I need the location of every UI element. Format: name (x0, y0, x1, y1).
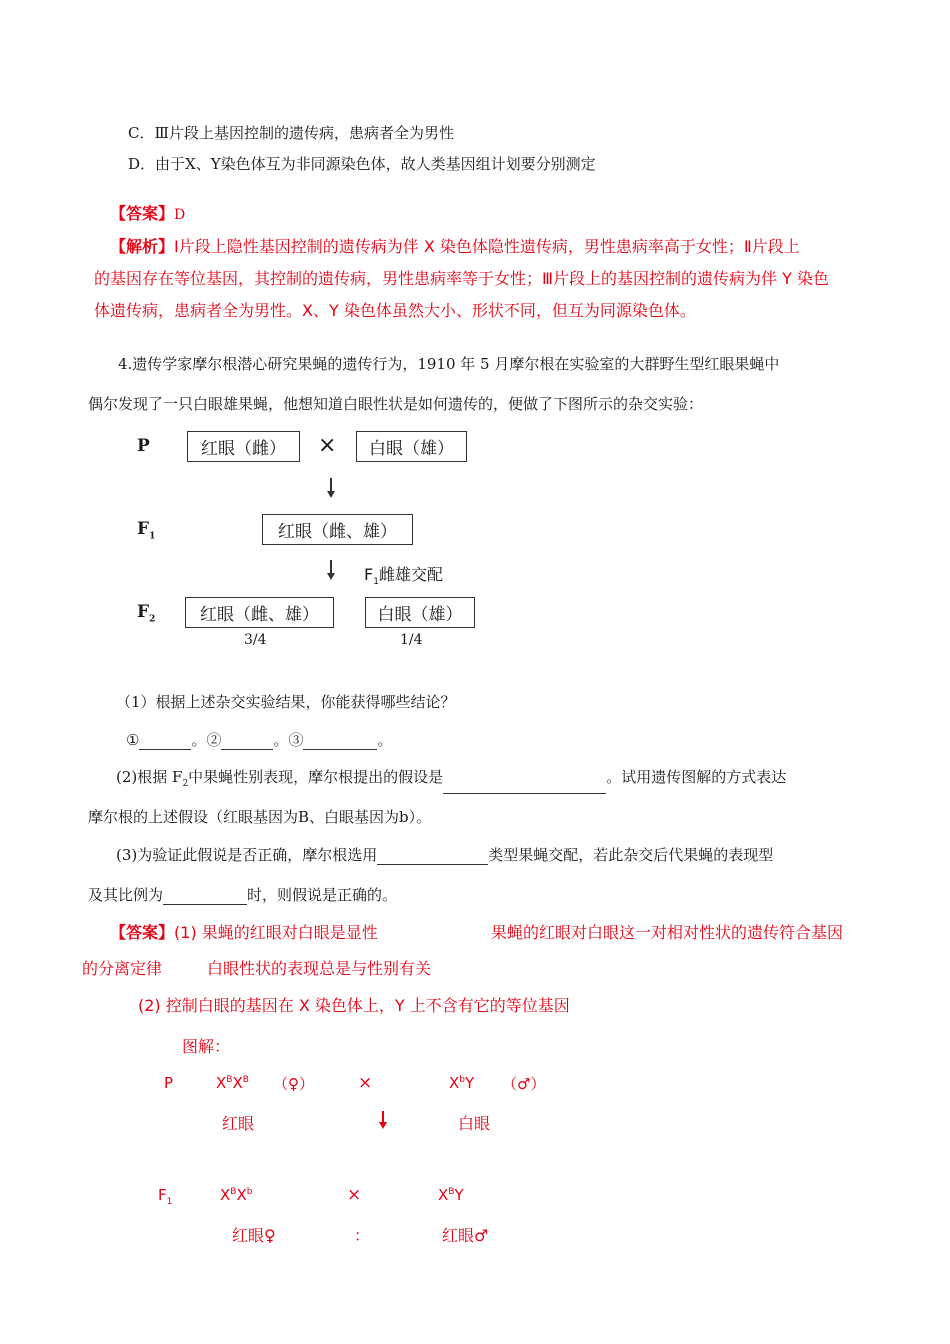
f1-box: 红眼（雌、雄） (262, 514, 413, 545)
analysis-text-1: Ⅰ片段上隐性基因控制的遗传病为伴 X 染色体隐性遗传病，男性患病率高于女性；Ⅱ片段上 (174, 237, 800, 256)
answer-4-part-2: (2) 控制白眼的基因在 X 染色体上，Y 上不含有它的等位基因 (138, 996, 570, 1015)
q4-part-2-line-1: (2)根据 $F_2$中果蝇性别表现，摩尔根提出的假设是 。试用遗传图解的方式表达 (116, 767, 786, 794)
p-female-box: 红眼（雌） (187, 431, 300, 462)
q4-part-2-line-2: 摩尔根的上述假设（红眼基因为B、白眼基因为b）。 (88, 808, 432, 826)
blank-3[interactable] (303, 734, 377, 750)
female-symbol: （♀） (273, 1075, 314, 1093)
answer-4-line-1-b: 果蝇的红眼对白眼这一对相对性状的遗传符合基因 (491, 923, 844, 942)
answer-4-line-2-b: 白眼性状的表现总是与性别有关 (207, 959, 432, 978)
p-male-box: 白眼（雄） (356, 431, 467, 462)
f1-label: $F_1$ (158, 1186, 173, 1207)
p-female-phenotype: 红眼 (222, 1114, 255, 1133)
f1-male-phenotype: 红眼♂ (442, 1226, 489, 1245)
analysis-label: 【解析】 (110, 237, 175, 256)
f1-ratio-colon: ： (354, 1226, 371, 1245)
f1-female-phenotype: 红眼♀ (232, 1226, 276, 1245)
answer-4-line-2-a: 的分离定律 (82, 959, 163, 978)
option-c: C．Ⅲ片段上基因控制的遗传病，患病者全为男性 (128, 124, 454, 142)
answer-4-line-1: 【答案】(1) 果蝇的红眼对白眼是显性 (110, 923, 378, 942)
male-symbol: （♂） (502, 1075, 546, 1093)
f1-cross: × (347, 1185, 362, 1205)
analysis-line-1 (110, 236, 800, 258)
q4-part-1: （1）根据上述杂交实验结果，你能获得哪些结论？ (116, 693, 456, 711)
blank-ratio[interactable] (163, 889, 247, 905)
blank-hypothesis[interactable] (443, 778, 606, 794)
p-cross: × (358, 1073, 373, 1093)
analysis-line-2: 的基因存在等位基因，其控制的遗传病，男性患病率等于女性；Ⅲ片段上的基因控制的遗传病为伴 Y 染色 (94, 269, 829, 288)
blank-1[interactable] (139, 734, 191, 750)
answer-value: D (174, 207, 186, 223)
p-generation-label: P (137, 436, 150, 456)
q4-part-3-line-2: 及其比例为 时，则假说是正确的。 (88, 886, 398, 904)
answer-label: 【答案】 (110, 204, 175, 223)
f2-red-box: 红眼（雌、雄） (185, 597, 334, 628)
f2-red-ratio: 3/4 (244, 632, 267, 648)
blank-2[interactable] (221, 734, 273, 750)
p-male-phenotype: 白眼 (458, 1114, 491, 1133)
option-d: D．由于X、Y染色体互为非同源染色体，故人类基因组计划要分别测定 (128, 155, 596, 173)
p-male-genotype: $X^bY$ (449, 1074, 475, 1092)
q4-part-1-blanks: ① 。② 。③ 。 (126, 731, 393, 749)
p-label: P (164, 1074, 174, 1092)
answer-3 (110, 203, 185, 226)
p-female-genotype: $X^BX^B$ (216, 1074, 249, 1092)
cross-symbol: × (318, 433, 337, 458)
q4-intro-line-2: 偶尔发现了一只白眼雄果蝇，他想知道白眼性状是如何遗传的，便做了下图所示的杂交实验： (88, 395, 704, 413)
blank-type[interactable] (377, 849, 488, 865)
f1-female-genotype: $X^BX^b$ (220, 1186, 253, 1204)
f1-cross-note: $F_1$雌雄交配 (364, 565, 443, 588)
f2-white-ratio: 1/4 (400, 632, 423, 648)
diagram-title: 图解： (182, 1037, 231, 1056)
q4-part-3-line-1: (3)为验证此假说是否正确，摩尔根选用 类型果蝇交配，若此杂交后代果蝇的表现型 (116, 846, 774, 864)
f2-white-box: 白眼（雄） (365, 597, 475, 628)
q4-intro-line-1: 4.遗传学家摩尔根潜心研究果蝇的遗传行为，1910 年 5 月摩尔根在实验室的大群野生型红眼果蝇中 (118, 355, 780, 373)
f1-generation-label: $F_1$ (137, 519, 156, 542)
f1-male-genotype: $X^BY$ (438, 1186, 464, 1204)
analysis-line-3: 体遗传病，患病者全为男性。X、Y 染色体虽然大小、形状不同，但互为同源染色体。 (94, 301, 696, 320)
f2-generation-label: $F_2$ (137, 602, 156, 625)
